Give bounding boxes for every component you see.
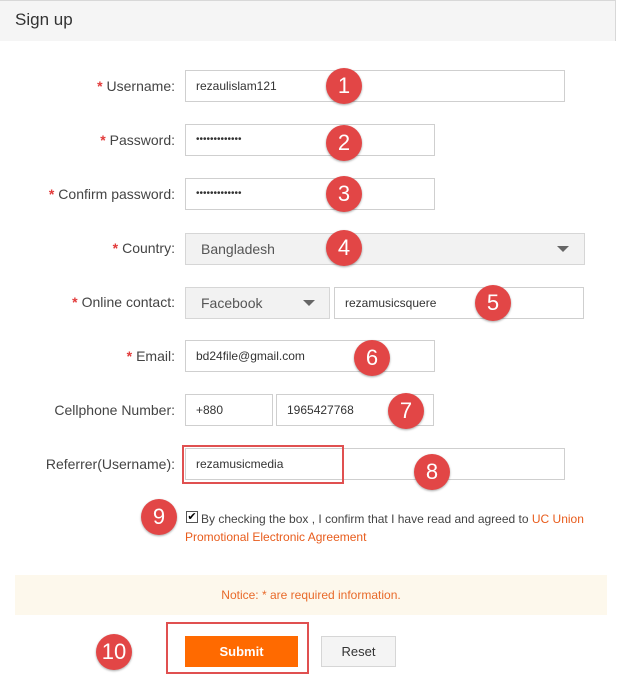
referrer-input[interactable]: rezamusicmedia [185,448,565,480]
password-input[interactable]: ••••••••••••• [185,124,435,156]
confirm-password-input[interactable]: ••••••••••••• [185,178,435,210]
annotation-badge-6: 6 [354,340,390,376]
required-marker: * [97,78,103,94]
referrer-highlight-box [182,445,344,484]
username-label: * Username: [97,78,175,94]
required-marker: * [100,132,106,148]
required-notice: Notice: * are required information. [15,575,607,615]
cellphone-label: Cellphone Number: [54,402,175,418]
agreement-text: By checking the box , I confirm that I have read and agreed to UC Union [201,512,584,526]
email-label: * Email: [126,348,175,364]
username-input[interactable]: rezaulislam121 [185,70,565,102]
cellphone-input[interactable]: 1965427768 [276,394,434,426]
country-value: Bangladesh [201,241,275,257]
chevron-down-icon [557,246,569,252]
annotation-badge-5: 5 [475,285,511,321]
annotation-badge-7: 7 [388,393,424,429]
annotation-badge-4: 4 [326,230,362,266]
annotation-badge-3: 3 [326,176,362,212]
annotation-badge-10: 10 [96,634,132,670]
annotation-badge-1: 1 [326,68,362,104]
annotation-badge-9: 9 [141,499,177,535]
page-header [0,0,616,41]
agreement-link-continued[interactable]: Promotional Electronic Agreement [185,530,367,544]
contact-type-value: Facebook [201,295,263,311]
online-contact-input[interactable]: rezamusicsquere [334,287,584,319]
required-marker: * [72,294,78,310]
submit-button[interactable]: Submit [185,636,298,667]
agreement-link[interactable]: UC Union [531,512,584,526]
agreement-checkbox[interactable]: ✔ [187,511,197,523]
required-marker: * [126,348,133,364]
chevron-down-icon [303,300,315,306]
reset-button[interactable]: Reset [321,636,396,667]
required-marker: * [112,240,119,256]
confirm-password-label: * Confirm password: [48,186,175,202]
annotation-badge-8: 8 [414,454,450,490]
country-label: * Country: [112,240,175,256]
country-code-input[interactable]: +880 [185,394,273,426]
email-input[interactable]: bd24file@gmail.com [185,340,435,372]
annotation-badge-2: 2 [326,125,362,161]
referrer-label: Referrer(Username): [45,456,175,472]
contact-type-select[interactable] [185,287,330,319]
password-label: * Password: [100,132,175,148]
country-select[interactable] [185,233,585,265]
required-marker: * [48,186,55,202]
online-contact-label: * Online contact: [72,294,175,310]
page-title: Sign up [15,10,73,29]
